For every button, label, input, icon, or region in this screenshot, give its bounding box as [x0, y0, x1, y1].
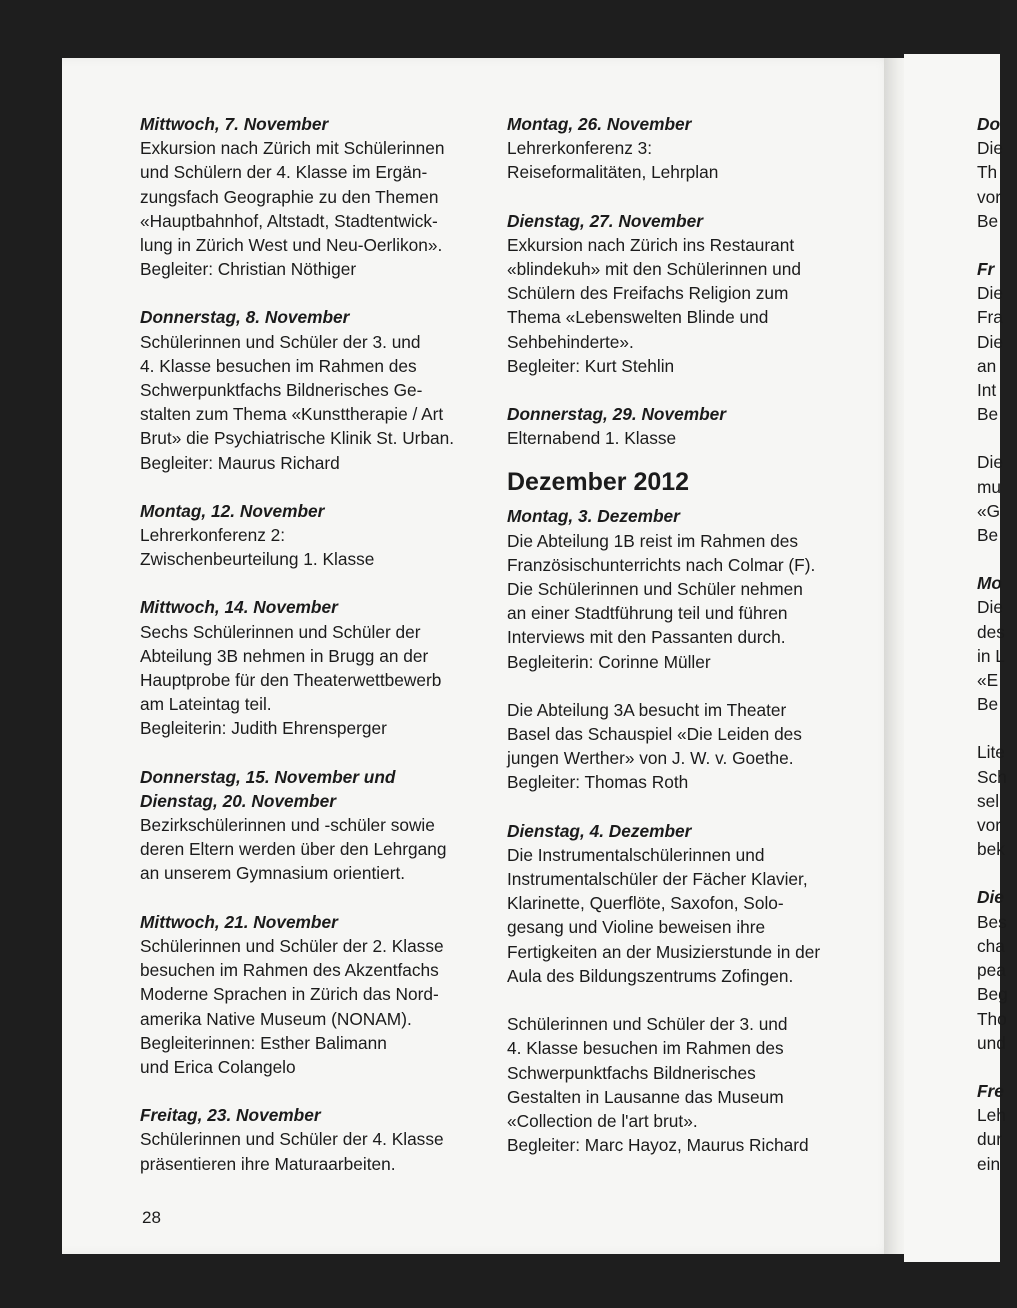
cropped-text-fragment: Do [977, 114, 1001, 134]
cropped-text-fragment: vor [977, 186, 1002, 207]
cropped-text-fragment: Beg [977, 984, 1008, 1005]
cropped-text-fragment: Leh [977, 1105, 1006, 1126]
december-entries [507, 504, 847, 1157]
cropped-text-fragment: cha [977, 935, 1005, 956]
cropped-text-fragment: Fr [977, 259, 995, 280]
event-description: Schülerinnen und Schüler der 3. und 4. Klasse besuchen im Rahmen des Schwerpunktfachs Bildnerisches Ge- stalten zum Thema «Kunsttherapie / Art Brut» die Psychiatrische Klinik St. Urban. Begleiter: Maurus Richard [140, 331, 455, 473]
event-entry [507, 819, 847, 988]
cropped-text-fragment: Fra [977, 307, 1003, 328]
cropped-text-fragment: Be [977, 404, 999, 425]
cropped-text-fragment: und [977, 1032, 1006, 1053]
cropped-text-fragment: bek [977, 839, 1005, 860]
event-description: Sechs Schülerinnen und Schüler der Abteilung 3B nehmen in Brugg an der Hauptprobe für den Theaterwettbewerb am Lateintag teil. Begleiterin: Judith Ehrensperger [140, 621, 442, 739]
event-entry [140, 1103, 475, 1176]
right-page-fragment-block [977, 740, 1017, 861]
event-description: Lehrerkonferenz 2: Zwischenbeurteilung 1. Klasse [140, 525, 375, 570]
right-page-fragment-block [977, 885, 1017, 1054]
event-description: Die Abteilung 3A besucht im Theater Basel das Schauspiel «Die Leiden des jungen Werther» von J. W. v. Goethe. Begleiter: Thomas Roth [507, 699, 802, 793]
cropped-text-fragment: Lite [977, 742, 1005, 763]
event-description: Exkursion nach Zürich mit Schülerinnen und Schülern der 4. Klasse im Ergän- zungsfach Geographie zu den Themen «Hauptbahnhof, Altstadt, Stadtentwick- lung in Zürich West und Neu-Oerlikon». Begleiter: Christian Nöthiger [140, 138, 445, 280]
cropped-text-fragment: vor [977, 815, 1002, 836]
event-entry [140, 595, 475, 740]
cropped-text-fragment: Sch [977, 766, 1007, 787]
cropped-text-fragment: Tho [977, 1008, 1007, 1029]
event-description: Schülerinnen und Schüler der 2. Klasse besuchen im Rahmen des Akzentfachs Moderne Sprachen in Zürich das Nord- amerika Native Museum (NONAM). Begleiterinnen: Esther Balimann und Erica Colangelo [140, 935, 444, 1077]
cropped-text-fragment: an [977, 355, 997, 376]
event-date: Mittwoch, 14. November [140, 597, 338, 618]
event-date: Donnerstag, 15. November und Dienstag, 20. November [140, 766, 396, 811]
right-page-fragment-block [977, 571, 1017, 716]
event-date: Montag, 3. Dezember [507, 506, 680, 527]
event-date: Donnerstag, 29. November [507, 404, 726, 425]
middle-column [507, 112, 847, 1181]
event-description: Bezirkschülerinnen und -schüler sowie deren Eltern werden über den Lehrgang an unserem Gymnasium orientiert. [140, 815, 447, 884]
cropped-text-fragment: sel [977, 790, 1000, 811]
cropped-text-fragment: Die [977, 138, 1003, 159]
event-description: Schülerinnen und Schüler der 3. und 4. Klasse besuchen im Rahmen des Schwerpunktfachs Bildnerisches Gestalten in Lausanne das Museum «Collection de l'art brut». Begleiter: Marc Hayoz, Maurus Richard [507, 1014, 809, 1156]
cropped-text-fragment: Th [977, 162, 998, 183]
cropped-text-fragment: Die [977, 452, 1003, 473]
event-entry [140, 910, 475, 1079]
event-description: Die Abteilung 1B reist im Rahmen des Französischunterrichts nach Colmar (F). Die Schülerinnen und Schüler nehmen an einer Stadtführung teil und führen Interviews mit den Passanten durch. Begleiterin: Corinne Müller [507, 530, 816, 672]
cropped-text-fragment: Be [977, 694, 999, 715]
month-heading: Dezember 2012 [507, 468, 690, 497]
event-entry [507, 504, 847, 673]
event-description: Die Instrumentalschülerinnen und Instrumentalschüler der Fächer Klavier, Klarinette, Querflöte, Saxofon, Solo- gesang und Violine beweisen ihre Fertigkeiten an der Musizierstunde in der Aula des Bildungszentrums Zofingen. [507, 844, 821, 986]
cropped-text-fragment: Fre [977, 1080, 1004, 1101]
cropped-text-fragment: Die [977, 597, 1003, 618]
event-date: Montag, 12. November [140, 500, 325, 521]
event-entry [507, 698, 847, 795]
event-entry [140, 112, 475, 281]
cropped-text-fragment: Die [977, 331, 1003, 352]
cropped-text-fragment: dur [977, 1129, 1002, 1150]
right-page-column [977, 112, 1017, 1200]
event-date: Dienstag, 4. Dezember [507, 820, 692, 841]
event-entry [507, 402, 847, 450]
event-entry [507, 1012, 847, 1157]
event-description: Exkursion nach Zürich ins Restaurant «blindekuh» mit den Schülerinnen und Schülern des Freifachs Religion zum Thema «Lebenswelten Blinde und Sehbehinderte». Begleiter: Kurt Stehlin [507, 234, 801, 376]
right-page-fragment-block [977, 450, 1017, 547]
event-description: Schülerinnen und Schüler der 4. Klasse präsentieren ihre Maturaarbeiten. [140, 1129, 444, 1174]
event-date: Freitag, 23. November [140, 1105, 321, 1126]
event-date: Donnerstag, 8. November [140, 307, 350, 328]
event-entry [507, 112, 847, 185]
cropped-text-fragment: Die [977, 283, 1003, 304]
event-description: Elternabend 1. Klasse [507, 428, 677, 449]
cropped-text-fragment: ein [977, 1153, 1001, 1174]
event-date: Mittwoch, 7. November [140, 114, 329, 134]
event-date: Mittwoch, 21. November [140, 911, 338, 932]
cropped-text-fragment: in L [977, 645, 1005, 666]
cropped-text-fragment: Mo [977, 573, 1002, 594]
event-date: Montag, 26. November [507, 114, 692, 134]
cropped-text-fragment: mu [977, 476, 1002, 497]
page-number: 28 [142, 1208, 161, 1227]
cropped-text-fragment: Bes [977, 911, 1007, 932]
cropped-text-fragment: Die [977, 887, 1004, 908]
cropped-text-fragment: «E [977, 670, 999, 691]
right-page-fragment-block [977, 112, 1017, 233]
cropped-text-fragment: Be [977, 525, 999, 546]
event-entry [140, 499, 475, 572]
left-column [140, 112, 475, 1200]
event-entry [140, 305, 475, 474]
right-page-fragment-block [977, 257, 1017, 426]
cropped-text-fragment: des [977, 621, 1005, 642]
cropped-text-fragment: pea [977, 960, 1006, 981]
cropped-text-fragment: Int [977, 380, 997, 401]
right-page-fragment-block [977, 1079, 1017, 1176]
november-entries [507, 112, 847, 450]
event-date: Dienstag, 27. November [507, 210, 703, 231]
event-entry [140, 765, 475, 886]
cropped-text-fragment: «G [977, 500, 1001, 521]
cropped-text-fragment: Be [977, 210, 999, 231]
event-description: Lehrerkonferenz 3: Reiseformalitäten, Lehrplan [507, 138, 719, 183]
event-entry [507, 209, 847, 378]
